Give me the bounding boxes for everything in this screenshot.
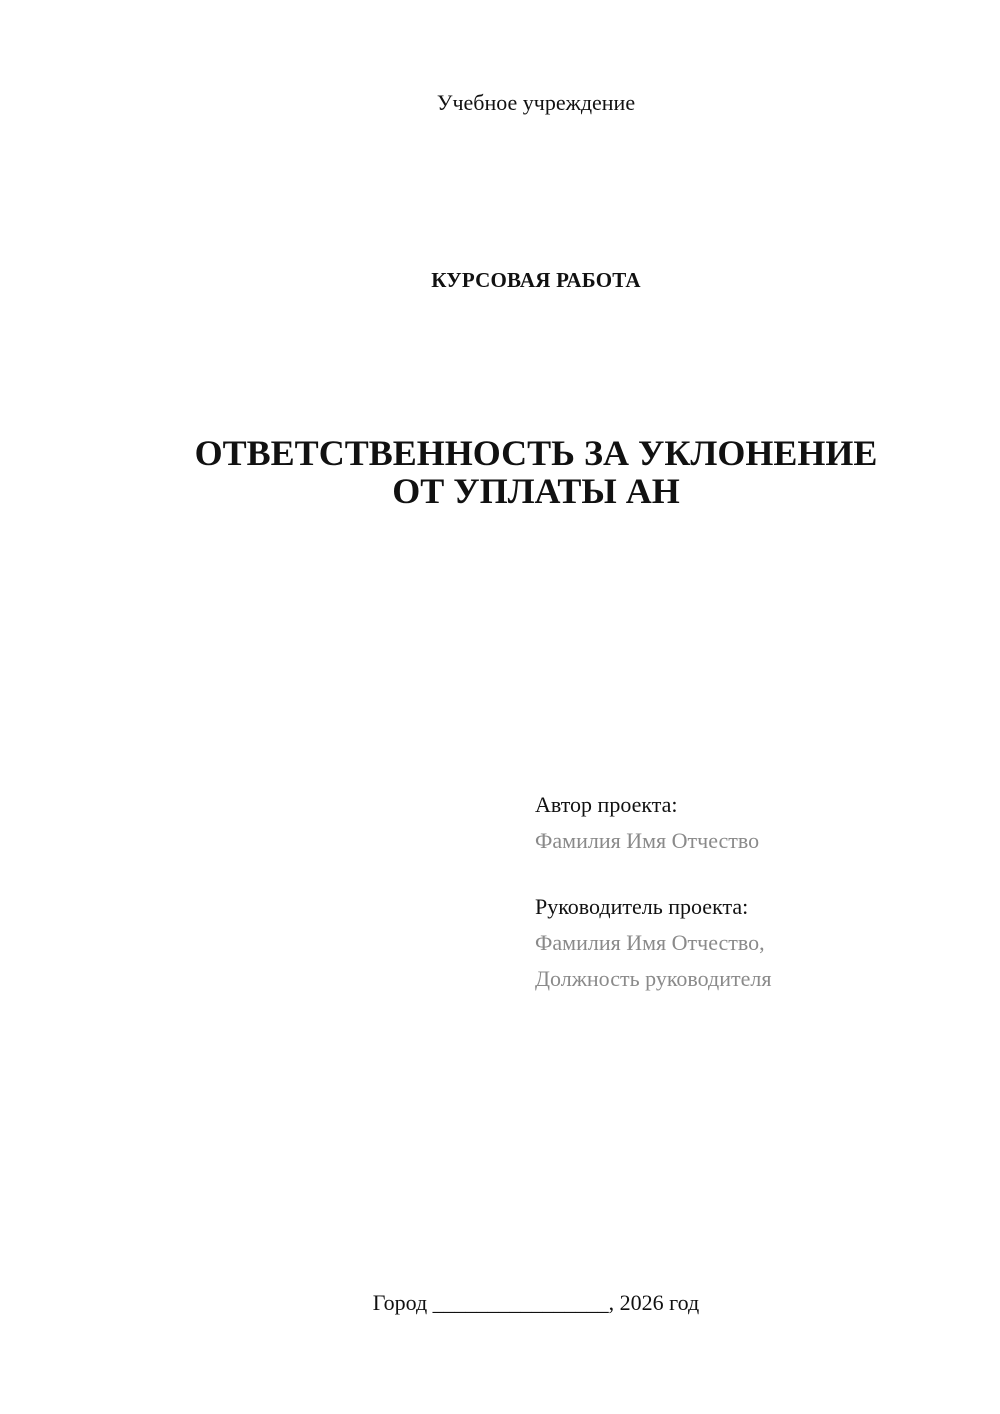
supervisor-label: Руководитель проекта: — [535, 894, 749, 919]
credits-block — [535, 787, 771, 997]
document-title-line-1: ОТВЕТСТВЕННОСТЬ ЗА УКЛОНЕНИЕ — [194, 433, 878, 473]
document-type: КУРСОВАЯ РАБОТА — [431, 268, 641, 292]
author-name: Фамилия Имя Отчество — [535, 828, 760, 853]
author-label: Автор проекта: — [535, 792, 678, 817]
city-year-line: Город ________________, 2026 год — [372, 1290, 700, 1315]
supervisor-name: Фамилия Имя Отчество, — [535, 930, 765, 955]
supervisor-position: Должность руководителя — [535, 966, 772, 991]
document-title-line-2: ОТ УПЛАТЫ АН — [392, 471, 680, 511]
document-title — [0, 434, 1000, 510]
institution-name: Учебное учреждение — [436, 90, 636, 115]
credits-spacer — [535, 859, 771, 889]
